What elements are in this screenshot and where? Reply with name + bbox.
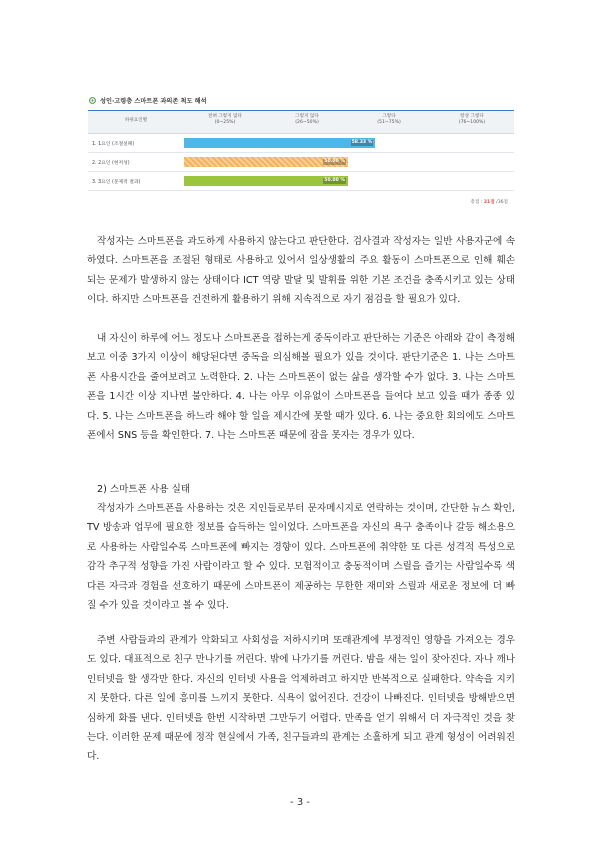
figure-title-text: 성인·고령층 스마트폰 과의존 척도 해석: [100, 98, 207, 105]
paragraph-4: [87, 631, 515, 767]
section-heading: [87, 480, 515, 499]
row-label: 3. 3요인 (문제적 결과): [92, 180, 141, 185]
paragraph-text: 작성자는 스마트폰을 과도하게 사용하지 않는다고 판단한다. 검사결과 작성자는 일반 사용자군에 속하였다. 스마트폰을 조절된 형태로 사용하고 있어서 일상생활의 주요 활동이 스마트폰으로 인해 훼손 되는 문제가 발생하지 않는 상태이다 ICT 역량 발달 및 발휘를 위한 기본 조건을 충족시키고 있는 상태이다. 하지만 스마트폰을 건전하게 활용하기 위해 지속적으로 자기 점검을 할 필요가 있다.: [87, 236, 515, 306]
paragraph-1: [87, 232, 515, 310]
header-col-1: 전혀 그렇지 않다 (0~25%): [208, 114, 242, 125]
paragraph-text: 주변 사람들과의 관계가 악화되고 사회성을 저하시키며 또래관계에 부정적인 영향을 가져오는 경우도 있다. 대표적으로 친구 만나기를 꺼린다. 밖에 나가기를 꺼린다. 밤을 새는 일이 잦아진다. 자나 깨나 인터넷을 할 생각만 한다. 자신의 인터넷 사용을 억제하려고 하지만 반복적으로 실패한다. 약속을 지키지 못한다. 다른 일에 흥미를 느끼지 못한다. 식욕이 없어진다. 건강이 나빠진다. 인터넷을 방해받으면 심하게 화를 낸다. 인터넷을 한번 시작하면 그만두기 어렵다. 만족을 얻기 위해서 더 자극적인 것을 찾는다. 이러한 문제 때문에 정작 현실에서 가족, 친구들과의 관계는 소홀하게 되고 관계 형성이 어려워진다.: [87, 635, 515, 763]
paragraph-3: [87, 499, 515, 615]
paragraph-text: 내 자신이 하루에 어느 정도나 스마트폰을 접하는게 중독이라고 판단하는 기준은 아래와 같이 측정해 보고 이중 3가지 이상이 해당된다면 중독을 의심해볼 필요가 있을 것이다. 판단기준은 1. 나는 스마트폰 사용시간을 줄여보려고 노력한다. 2. 나는 스마트폰이 없는 삶을 생각할 수가 없다. 3. 나는 스마트폰을 1시간 이상 지나면 불안하다. 4. 나는 아무 이유없이 스마트폰을 들여다 보고 있을 때가 종종 있다. 5. 나는 스마트폰을 하느라 해야 할 일을 제시간에 못할 때가 있다. 6. 나는 중요한 회의에도 스마트폰에서 SNS 등을 확인한다. 7. 나는 스마트폰 때문에 잠을 못자는 경우가 있다.: [87, 333, 515, 442]
table-row: [88, 153, 514, 172]
header-col-3: 그렇다 (51~75%): [377, 114, 401, 125]
table-row: [88, 172, 514, 191]
figure-title: [88, 96, 207, 105]
section-heading-text: 2) 스마트폰 사용 실태: [97, 484, 191, 495]
chart-figure: [88, 96, 514, 212]
bar-value-label: 50.00 %: [324, 159, 345, 164]
row-label: 1. 1요인 (조절실패): [92, 142, 135, 147]
paragraph-text: 작성자가 스마트폰을 사용하는 것은 지인들로부터 문자메시지로 연락하는 것이며, 간단한 뉴스 확인, TV 방송과 업무에 필요한 정보를 습득하는 일이었다. 스마트폰을 자신의 욕구 충족이나 갈등 해소용으로 사용하는 사람일수록 스마트폰에 빠지는 경향이 있다. 스마트폰에 취약한 또 다른 성격적 특성으로 감각 추구적 성향을 가진 사람이라고 할 수 있다. 모험적이고 충동적이며 스릴을 즐기는 사람일수록 색다른 자극과 경험을 선호하기 때문에 스마트폰이 제공하는 무한한 재미와 스릴과 새로운 정보에 더 빠질 수가 있을 것이라고 볼 수 있다.: [87, 503, 515, 612]
total-score-value: 21점: [483, 200, 495, 205]
row-bar-1: [184, 138, 375, 148]
page-number: - 3 -: [290, 797, 310, 808]
row-bar-2: [184, 157, 348, 167]
table-row: [88, 134, 514, 153]
table-header: [88, 111, 514, 134]
score-table: [88, 110, 514, 213]
header-subfactor: 하위요인별: [124, 118, 148, 123]
bar-value-label: 58.33 %: [351, 140, 373, 145]
total-score: 총점 : 21점 /36점: [470, 200, 508, 205]
gear-icon: [88, 96, 97, 105]
header-col-2: 그렇지 않다 (26~50%): [295, 114, 319, 125]
bar-value-label: 50.00 %: [324, 178, 345, 183]
paragraph-2: [87, 329, 515, 445]
row-bar-3: [184, 176, 348, 186]
header-col-4: 항상 그렇다 (76~100%): [458, 114, 486, 125]
row-label: 2. 2요인 (현저성): [92, 161, 130, 166]
